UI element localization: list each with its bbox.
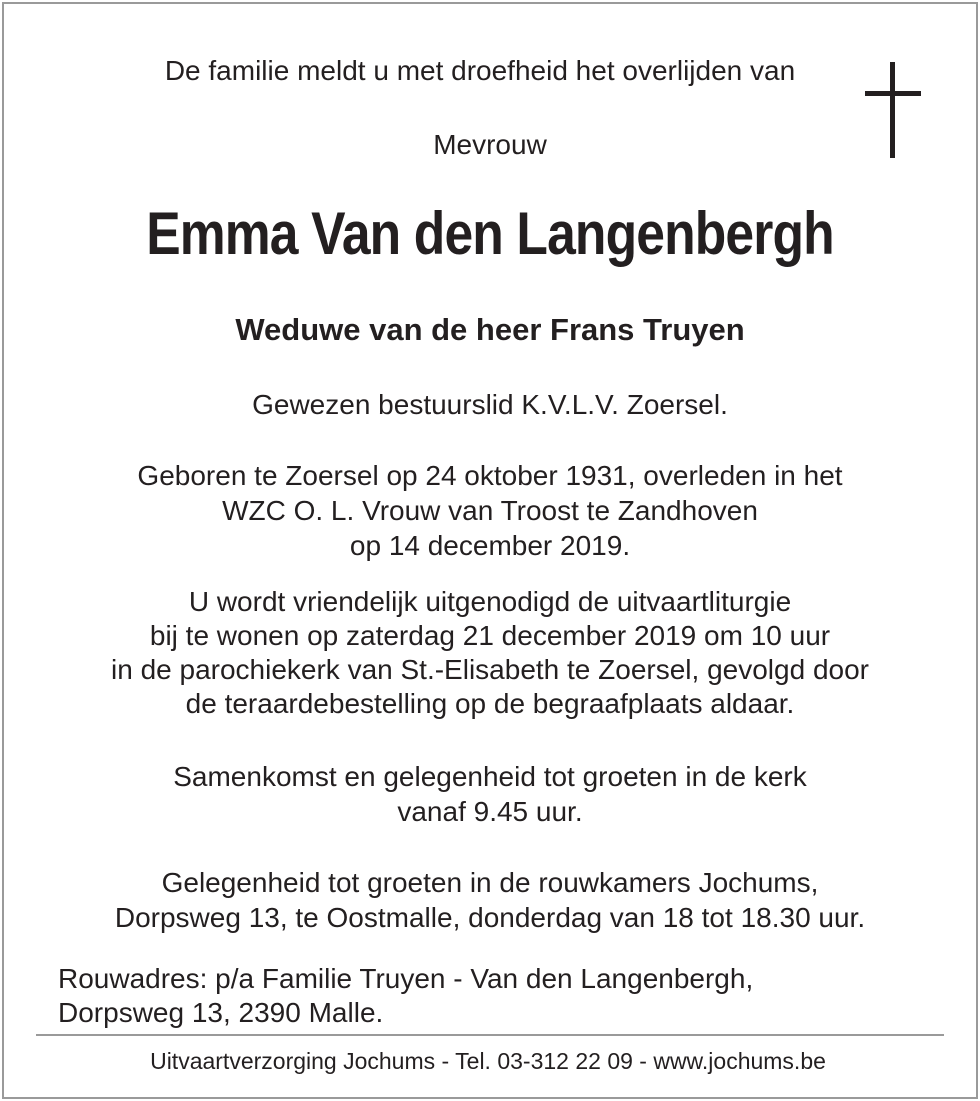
footer-divider	[36, 1034, 944, 1036]
role-text: Gewezen bestuurslid K.V.L.V. Zoersel.	[252, 389, 728, 420]
invitation-line-1: U wordt vriendelijk uitgenodigd de uitvaartliturgie	[188, 586, 792, 617]
address-line-1: Rouwadres: p/a Familie Truyen - Van den Langenbergh,	[58, 963, 754, 994]
address-line-2: Dorpsweg 13, 2390 Malle.	[58, 997, 384, 1028]
widow-of: Weduwe van de heer Frans Truyen	[235, 312, 745, 347]
gathering-line-1: Samenkomst en gelegenheid tot groeten in de kerk	[173, 761, 807, 792]
visitation-line-2: Dorpsweg 13, te Oostmalle, donderdag van 18 tot 18.30 uur.	[114, 902, 866, 933]
footer-text: Uitvaartverzorging Jochums - Tel. 03-312 22 09 - www.jochums.be	[150, 1048, 826, 1074]
visitation-line-1: Gelegenheid tot groeten in de rouwkamers Jochums,	[161, 867, 819, 898]
birth-line-2: WZC O. L. Vrouw van Troost te Zandhoven	[222, 495, 758, 526]
gathering-line-2: vanaf 9.45 uur.	[397, 796, 583, 827]
deceased-name: Emma Van den Langenbergh	[146, 200, 834, 267]
honorific: Mevrouw	[433, 129, 547, 160]
intro-text: De familie meldt u met droefheid het overlijden van	[164, 55, 796, 86]
birth-line-1: Geboren te Zoersel op 24 oktober 1931, overleden in het	[137, 460, 843, 491]
birth-line-3: op 14 december 2019.	[349, 530, 631, 561]
invitation-line-2: bij te wonen op zaterdag 21 december 2019 om 10 uur	[149, 620, 831, 651]
invitation-line-4: de teraardebestelling op de begraafplaats aldaar.	[185, 688, 795, 719]
invitation-line-3: in de parochiekerk van St.-Elisabeth te Zoersel, gevolgd door	[111, 654, 869, 685]
